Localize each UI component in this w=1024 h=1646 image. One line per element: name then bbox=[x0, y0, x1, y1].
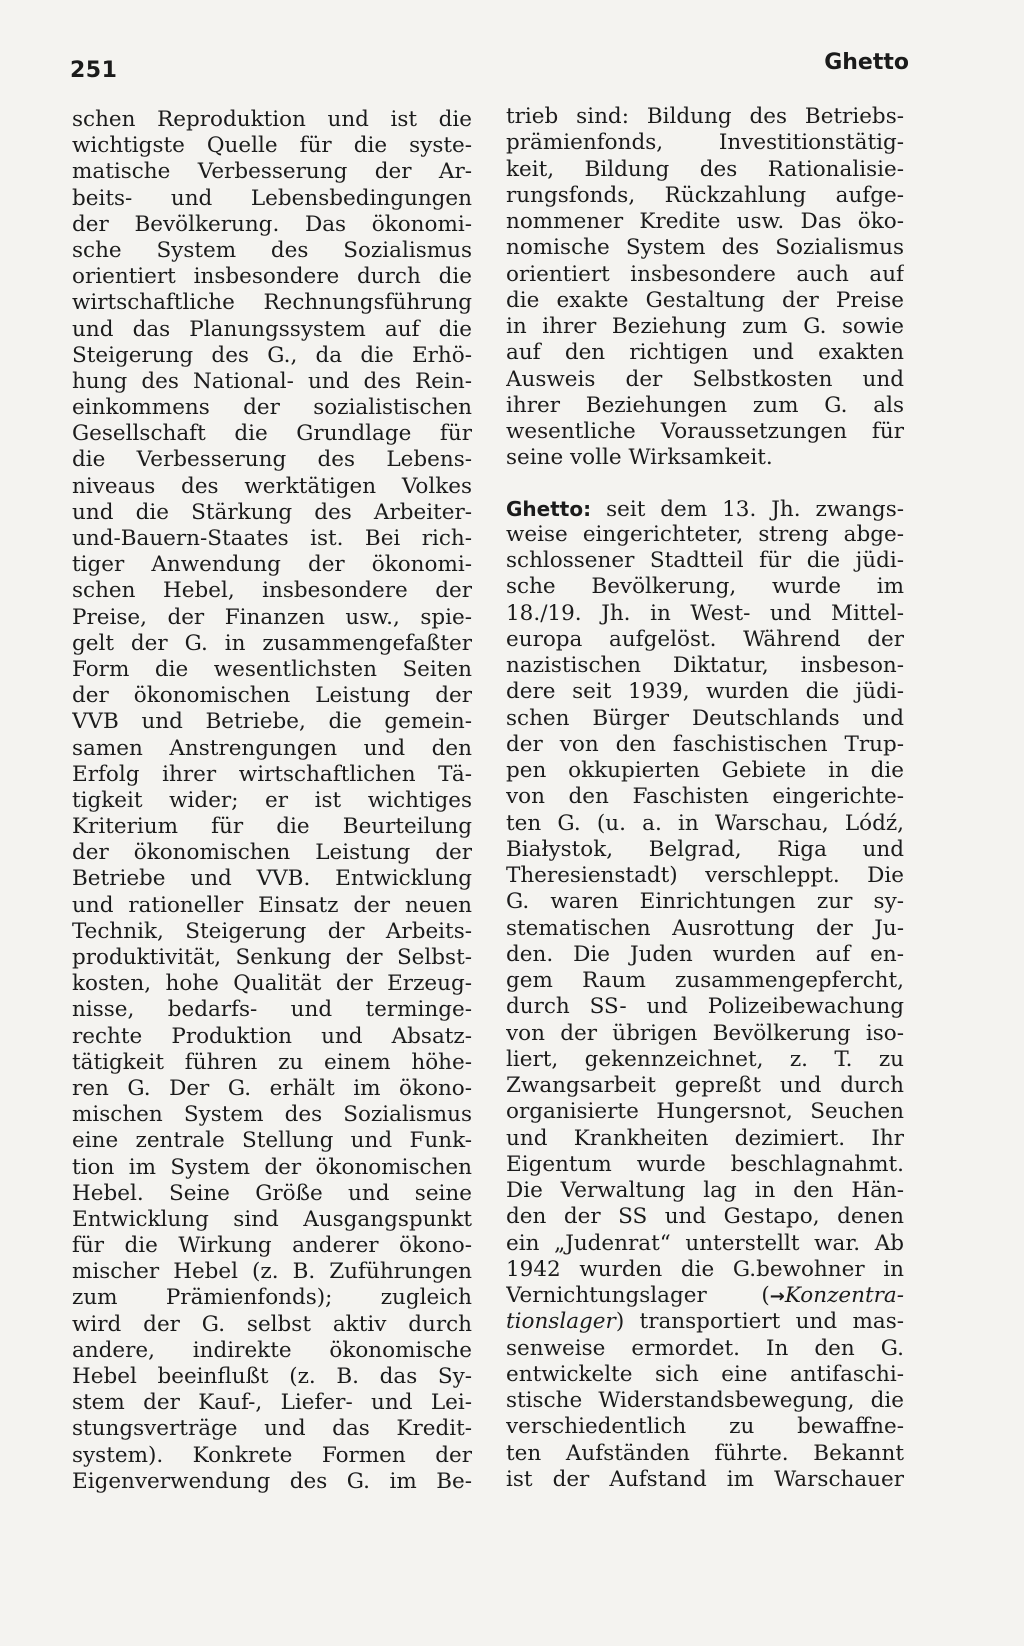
text-line: schlossener Stadtteil für die jüdi- bbox=[506, 548, 904, 573]
text-line: Hebel. Seine Größe und seine bbox=[72, 1180, 472, 1206]
text-line: ein „Judenrat“ unterstellt war. Ab bbox=[506, 1230, 904, 1256]
text-line: nazistischen Diktatur, insbeson- bbox=[506, 653, 904, 678]
text-line: Hebel beeinflußt (z. B. das Sy- bbox=[72, 1364, 472, 1389]
text-line: schen Hebel, insbesondere der bbox=[72, 578, 472, 604]
headword-line-text: seit dem 13. Jh. zwangs- bbox=[606, 496, 904, 522]
text-line: tion im System der ökonomischen bbox=[72, 1154, 472, 1180]
text-line: nommener Kredite usw. Das öko- bbox=[506, 209, 904, 234]
text-line: wesentliche Voraussetzungen für bbox=[506, 419, 904, 444]
text-line: Preise, der Finanzen usw., spie- bbox=[72, 604, 472, 630]
text-line: orientiert insbesondere durch die bbox=[72, 264, 472, 290]
text-line: wird der G. selbst aktiv durch bbox=[72, 1311, 472, 1337]
text-line: tigkeit wider; er ist wichtiges bbox=[72, 787, 472, 813]
text-line: stem der Kauf-, Liefer- und Lei- bbox=[72, 1390, 472, 1416]
text-line: ihrer Beziehungen zum G. als bbox=[506, 392, 904, 418]
text-line: niveaus des werktätigen Volkes bbox=[72, 473, 472, 499]
running-head: Ghetto bbox=[824, 50, 909, 75]
text-line: schen Reproduktion und ist die bbox=[72, 107, 472, 132]
text-line: matische Verbesserung der Ar- bbox=[72, 159, 472, 185]
text-line: Eigenverwendung des G. im Be- bbox=[72, 1468, 472, 1494]
text-line: kosten, hohe Qualität der Erzeug- bbox=[72, 971, 472, 997]
left-text-column bbox=[72, 107, 472, 1495]
entry-headword: Ghetto bbox=[506, 496, 584, 521]
text-line: Zwangsarbeit gepreßt und durch bbox=[506, 1073, 904, 1098]
text-line: die Verbesserung des Lebens- bbox=[72, 447, 472, 473]
text-line: gem Raum zusammengepfercht, bbox=[506, 968, 904, 993]
text-line: keit, Bildung des Rationalisie- bbox=[506, 156, 904, 182]
text-line: ten Aufständen führte. Bekannt bbox=[506, 1440, 904, 1466]
text-line: Steigerung des G., da die Erhö- bbox=[72, 342, 472, 368]
text-line: gelt der G. in zusammengefaßter bbox=[72, 630, 472, 656]
text-line: senweise ermordet. In den G. bbox=[506, 1335, 904, 1361]
text-line: und Krankheiten dezimiert. Ihr bbox=[506, 1125, 904, 1151]
text-line: 1942 wurden die G.bewohner in bbox=[506, 1256, 904, 1282]
xref-line-rest: ) transportiert und mas- bbox=[615, 1309, 904, 1335]
right-text-column bbox=[506, 104, 904, 1493]
text-line: Gesellschaft die Grundlage für bbox=[72, 421, 472, 447]
text-line: wichtigste Quelle für die syste- bbox=[72, 133, 472, 159]
text-line: eine zentrale Stellung und Funk- bbox=[72, 1128, 472, 1154]
text-line: seine volle Wirksamkeit. bbox=[506, 445, 773, 471]
text-line: verschiedentlich zu bewaffne- bbox=[506, 1414, 904, 1440]
entry-lines bbox=[506, 522, 904, 1283]
text-line: durch SS- und Polizeibewachung bbox=[506, 994, 904, 1020]
text-line: der Bevölkerung. Das ökonomi- bbox=[72, 211, 472, 237]
text-line: den der SS und Gestapo, denen bbox=[506, 1204, 904, 1230]
text-line: system). Konkrete Formen der bbox=[72, 1442, 472, 1468]
text-line: ten G. (u. a. in Warschau, Lódź, bbox=[506, 810, 904, 836]
text-line: der ökonomischen Leistung der bbox=[72, 683, 472, 709]
text-line: schen Bürger Deutschlands und bbox=[506, 705, 904, 731]
text-line: und-Bauern-Staates ist. Bei rich- bbox=[72, 526, 472, 551]
headword-colon: : bbox=[583, 496, 592, 521]
text-line: Die Verwaltung lag in den Hän- bbox=[506, 1178, 904, 1203]
text-line: für die Wirkung anderer ökono- bbox=[72, 1233, 472, 1259]
cross-reference-arrow-icon: → bbox=[769, 1286, 785, 1307]
text-line: in ihrer Beziehung zum G. sowie bbox=[506, 314, 904, 339]
text-line: G. waren Einrichtungen zur sy- bbox=[506, 889, 904, 915]
text-line: und die Stärkung des Arbeiter- bbox=[72, 499, 472, 525]
text-line: Erfolg ihrer wirtschaftlichen Tä- bbox=[72, 761, 472, 787]
text-line: zum Prämienfonds); zugleich bbox=[72, 1285, 472, 1311]
text-line: und rationeller Einsatz der neuen bbox=[72, 892, 472, 918]
text-line: die exakte Gestaltung der Preise bbox=[506, 287, 904, 313]
text-line: Białystok, Belgrad, Riga und bbox=[506, 836, 904, 862]
text-line: trieb sind: Bildung des Betriebs- bbox=[506, 104, 904, 129]
cross-reference-term: Konzentra- bbox=[784, 1283, 904, 1308]
text-line: wirtschaftliche Rechnungsführung bbox=[72, 290, 472, 316]
text-line: Technik, Steigerung der Arbeits- bbox=[72, 918, 472, 944]
text-line: samen Anstrengungen und den bbox=[72, 735, 472, 761]
text-line: auf den richtigen und exakten bbox=[506, 340, 904, 366]
text-line: der von den faschistischen Trup- bbox=[506, 731, 904, 757]
text-line: mischer Hebel (z. B. Zuführungen bbox=[72, 1259, 472, 1285]
text-line: produktivität, Senkung der Selbst- bbox=[72, 945, 472, 970]
text-line: der ökonomischen Leistung der bbox=[72, 840, 472, 866]
page-number: 251 bbox=[70, 58, 118, 83]
text-line: VVB und Betriebe, die gemein- bbox=[72, 709, 472, 735]
text-line: Kriterium für die Beurteilung bbox=[72, 814, 472, 840]
text-line: und das Planungssystem auf die bbox=[72, 316, 472, 342]
text-line: stische Widerstandsbewegung, die bbox=[506, 1388, 904, 1413]
text-line: stematischen Ausrottung der Ju- bbox=[506, 915, 904, 941]
text-line: von den Faschisten eingerichte- bbox=[506, 784, 904, 810]
text-line: entwickelte sich eine antifaschi- bbox=[506, 1361, 904, 1387]
text-line: rungsfonds, Rückzahlung aufge- bbox=[506, 182, 904, 208]
text-line: ist der Aufstand im Warschauer bbox=[506, 1466, 904, 1492]
text-line: europa aufgelöst. Während der bbox=[506, 626, 904, 652]
gewinn-entry-continuation bbox=[506, 104, 904, 472]
text-line: Betriebe und VVB. Entwicklung bbox=[72, 866, 472, 892]
entry-lines bbox=[506, 1336, 904, 1494]
text-line bbox=[506, 496, 904, 522]
text-line bbox=[506, 1283, 904, 1309]
text-line: liert, gekennzeichnet, z. T. zu bbox=[506, 1046, 904, 1072]
text-line: nomische System des Sozialismus bbox=[506, 235, 904, 261]
text-line: 18./19. Jh. in West- und Mittel- bbox=[506, 600, 904, 626]
text-line: nisse, bedarfs- und terminge- bbox=[72, 997, 472, 1023]
text-line: sche Bevölkerung, wurde im bbox=[506, 574, 904, 600]
text-line: tiger Anwendung der ökonomi- bbox=[72, 552, 472, 578]
text-line: Theresienstadt) verschleppt. Die bbox=[506, 863, 904, 888]
text-line: hung des National- und des Rein- bbox=[72, 368, 472, 394]
text-line: ren G. Der G. erhält im ökono- bbox=[72, 1075, 472, 1101]
text-line: weise eingerichteter, streng abge- bbox=[506, 521, 904, 547]
text-line: prämienfonds, Investitionstätig- bbox=[506, 130, 904, 156]
text-line: mischen System des Sozialismus bbox=[72, 1102, 472, 1128]
text-line: Ausweis der Selbstkosten und bbox=[506, 366, 904, 392]
text-line: beits- und Lebensbedingungen bbox=[72, 185, 472, 211]
text-line: organisierte Hungersnot, Seuchen bbox=[506, 1099, 904, 1125]
text-line: dere seit 1939, wurden die jüdi- bbox=[506, 679, 904, 705]
text-line: stungsverträge und das Kredit- bbox=[72, 1416, 472, 1442]
text-line: den. Die Juden wurden auf en- bbox=[506, 941, 904, 967]
text-line: Entwicklung sind Ausgangspunkt bbox=[72, 1206, 472, 1232]
text-line: orientiert insbesondere auch auf bbox=[506, 261, 904, 287]
text-line: andere, indirekte ökonomische bbox=[72, 1337, 472, 1363]
text-line: sche System des Sozialismus bbox=[72, 237, 472, 263]
text-line: von der übrigen Bevölkerung iso- bbox=[506, 1020, 904, 1046]
text-line: tätigkeit führen zu einem höhe- bbox=[72, 1049, 472, 1075]
text-line: rechte Produktion und Absatz- bbox=[72, 1023, 472, 1049]
xref-line-prefix: Vernichtungslager ( bbox=[506, 1283, 770, 1308]
text-line bbox=[506, 1309, 904, 1335]
text-line: Eigentum wurde beschlagnahmt. bbox=[506, 1151, 904, 1177]
entry-separator bbox=[506, 472, 904, 496]
cross-reference-term-continued: tionslager bbox=[506, 1309, 616, 1335]
text-line: pen okkupierten Gebiete in die bbox=[506, 758, 904, 783]
text-line: einkommens der sozialistischen bbox=[72, 395, 472, 421]
ghetto-entry bbox=[506, 496, 904, 1494]
text-line: Form die wesentlichsten Seiten bbox=[72, 656, 472, 682]
